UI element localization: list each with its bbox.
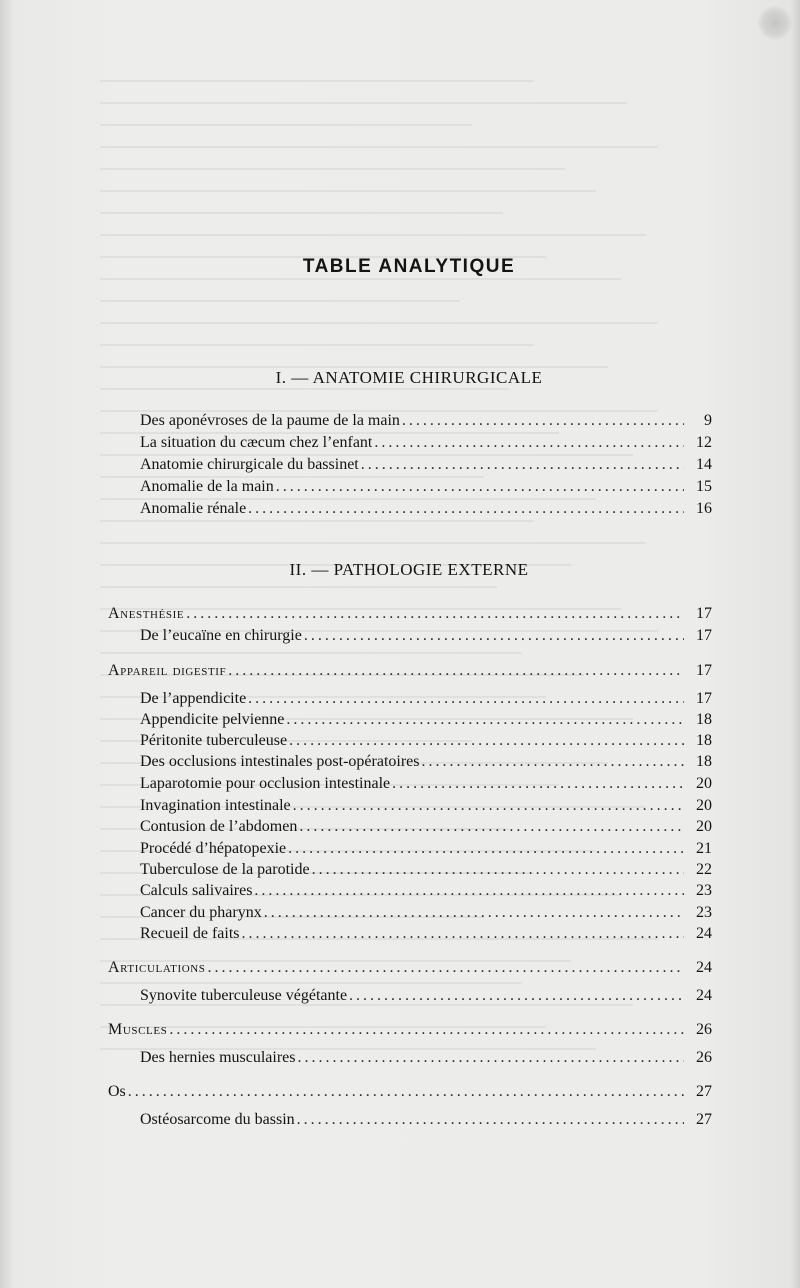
- toc-entry: [140, 773, 712, 795]
- toc-entry: [140, 902, 712, 924]
- entry-page-number: 23: [696, 882, 712, 899]
- toc-entry: [140, 454, 712, 476]
- entry-label: Recueil de faits: [140, 925, 240, 942]
- dot-leader: [276, 476, 684, 498]
- entry-label: Anatomie chirurgicale du bassinet: [140, 456, 359, 473]
- entry-page-number: 18: [696, 711, 712, 728]
- toc-entry: [140, 730, 712, 752]
- toc-entry: [140, 1047, 712, 1069]
- toc-entry: [140, 751, 712, 773]
- toc-entry: [140, 688, 712, 710]
- dot-leader: [349, 985, 684, 1007]
- dot-leader: [264, 902, 684, 924]
- entry-label: Des hernies musculaires: [140, 1049, 296, 1066]
- toc-entry: [140, 880, 712, 902]
- dot-leader: [374, 432, 684, 454]
- entry-label: Ostéosarcome du bassin: [140, 1111, 295, 1128]
- dot-leader: [298, 1047, 684, 1069]
- entry-label: Synovite tuberculeuse végétante: [140, 987, 348, 1004]
- toc-entry: [140, 432, 712, 454]
- toc-entry: [140, 410, 712, 432]
- toc-entry: [140, 709, 712, 731]
- group-label: Anesthésie: [108, 605, 185, 622]
- entry-page-number: 9: [704, 412, 712, 429]
- entry-page-number: 24: [696, 959, 712, 976]
- entry-page-number: 12: [696, 434, 712, 451]
- dot-leader: [228, 660, 684, 682]
- entry-page-number: 20: [696, 775, 712, 792]
- entry-page-number: 26: [696, 1021, 712, 1038]
- entry-page-number: 14: [696, 456, 712, 473]
- toc-group-heading: [108, 1081, 712, 1103]
- toc-entry: [140, 816, 712, 838]
- toc-entry: [140, 498, 712, 520]
- dot-leader: [186, 603, 684, 625]
- entry-page-number: 24: [696, 987, 712, 1004]
- entry-page-number: 27: [696, 1083, 712, 1100]
- group-label: Appareil digestif: [108, 662, 227, 679]
- entry-label: Anomalie de la main: [140, 478, 274, 495]
- entry-page-number: 26: [696, 1049, 712, 1066]
- entry-page-number: 23: [696, 904, 712, 921]
- entry-label: Tuberculose de la parotide: [140, 861, 310, 878]
- entry-label: Péritonite tuberculeuse: [140, 732, 288, 749]
- entry-page-number: 22: [696, 861, 712, 878]
- entry-label: Contusion de l’abdomen: [140, 818, 298, 835]
- dot-leader: [312, 859, 684, 881]
- dot-leader: [361, 454, 684, 476]
- dot-leader: [128, 1081, 684, 1103]
- entry-label: Invagination intestinale: [140, 797, 291, 814]
- page-stain-mark: [758, 6, 792, 40]
- entry-page-number: 20: [696, 818, 712, 835]
- entry-page-number: 18: [696, 732, 712, 749]
- entry-label: Des occlusions intestinales post-opératoires: [140, 753, 420, 770]
- dot-leader: [422, 751, 685, 773]
- toc-entry: [140, 923, 712, 945]
- dot-leader: [402, 410, 684, 432]
- entry-label: Calculs salivaires: [140, 882, 253, 899]
- toc-entry: [140, 985, 712, 1007]
- dot-leader: [254, 880, 684, 902]
- dot-leader: [289, 730, 684, 752]
- dot-leader: [248, 688, 684, 710]
- toc-entry: [140, 838, 712, 860]
- toc-group-heading: [108, 603, 712, 625]
- entry-label: Laparotomie pour occlusion intestinale: [140, 775, 391, 792]
- group-label: Articulations: [108, 959, 206, 976]
- entry-page-number: 21: [696, 840, 712, 857]
- section-heading-anatomie: I. — ANATOMIE CHIRURGICALE: [275, 368, 543, 387]
- dot-leader: [299, 816, 684, 838]
- entry-label: Anomalie rénale: [140, 500, 247, 517]
- entry-label: Cancer du pharynx: [140, 904, 262, 921]
- entry-label: Des aponévroses de la paume de la main: [140, 412, 400, 429]
- dot-leader: [169, 1019, 684, 1041]
- toc-entry: [140, 476, 712, 498]
- entry-page-number: 18: [696, 753, 712, 770]
- toc-group-heading: [108, 1019, 712, 1041]
- dot-leader: [297, 1109, 684, 1131]
- toc-entry: [140, 795, 712, 817]
- entry-label: Appendicite pelvienne: [140, 711, 285, 728]
- group-label: Os: [108, 1083, 126, 1100]
- toc-group-heading: [108, 957, 712, 979]
- entry-label: La situation du cæcum chez l’enfant: [140, 434, 373, 451]
- toc-group-heading: [108, 660, 712, 682]
- dot-leader: [248, 498, 684, 520]
- dot-leader: [288, 838, 684, 860]
- entry-page-number: 17: [696, 605, 712, 622]
- toc-entry: [140, 1109, 712, 1131]
- toc-entry: [140, 625, 712, 647]
- toc-entry: [140, 859, 712, 881]
- section-heading-pathologie: II. — PATHOLOGIE EXTERNE: [289, 560, 529, 579]
- dot-leader: [208, 957, 684, 979]
- entry-page-number: 15: [696, 478, 712, 495]
- dot-leader: [293, 795, 684, 817]
- entry-page-number: 24: [696, 925, 712, 942]
- entry-page-number: 17: [696, 690, 712, 707]
- dot-leader: [242, 923, 684, 945]
- entry-page-number: 17: [696, 627, 712, 644]
- entry-label: De l’eucaïne en chirurgie: [140, 627, 302, 644]
- entry-page-number: 17: [696, 662, 712, 679]
- entry-page-number: 20: [696, 797, 712, 814]
- group-label: Muscles: [108, 1021, 168, 1038]
- dot-leader: [304, 625, 684, 647]
- page-title: TABLE ANALYTIQUE: [302, 256, 516, 277]
- entry-label: De l’appendicite: [140, 690, 247, 707]
- dot-leader: [392, 773, 684, 795]
- entry-label: Procédé d’hépatopexie: [140, 840, 287, 857]
- entry-page-number: 16: [696, 500, 712, 517]
- dot-leader: [286, 709, 684, 731]
- entry-page-number: 27: [696, 1111, 712, 1128]
